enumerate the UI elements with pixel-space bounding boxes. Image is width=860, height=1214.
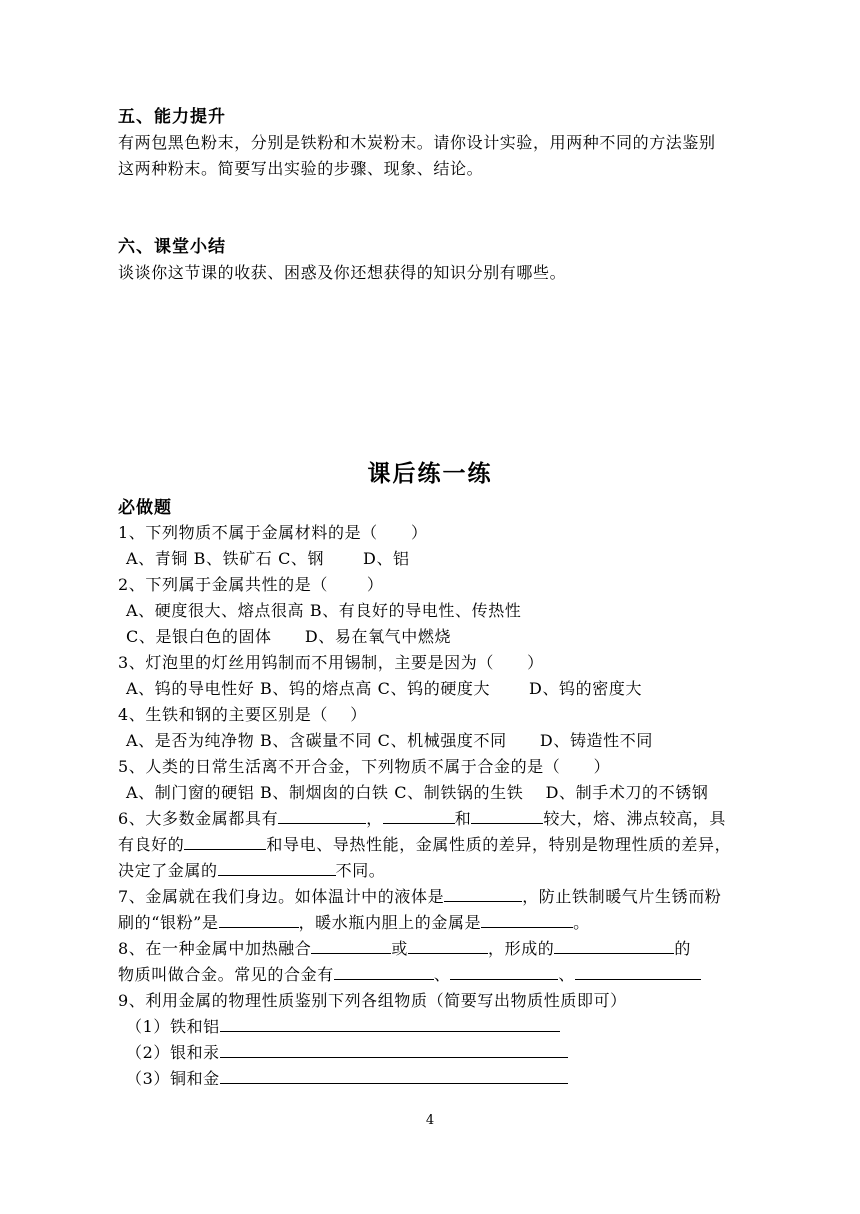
q8-blank-5[interactable] — [450, 964, 558, 980]
q6-blank-3[interactable] — [471, 808, 543, 824]
q9-item-label: （3）铜和金 — [126, 1069, 220, 1088]
q8-blank-2[interactable] — [408, 938, 488, 954]
q2-options-2: C、是银白色的固体 D、易在氧气中燃烧 — [126, 627, 452, 646]
q8-line-2 — [118, 964, 701, 986]
q6-text: 6、大多数金属都具有 — [118, 809, 279, 828]
section5-heading: 五、能力提升 — [118, 107, 226, 127]
q8-text: 8、在一种金属中加热融合 — [118, 939, 312, 958]
q8-text: 、 — [558, 965, 576, 984]
q6-text: 不同。 — [335, 861, 386, 880]
q8-text: 物质叫做合金。常见的合金有 — [118, 965, 334, 984]
q6-text: 和 — [454, 809, 472, 828]
q6-blank-2[interactable] — [383, 808, 455, 824]
q4-stem: 4、生铁和钢的主要区别是（ ） — [118, 705, 367, 724]
q1-options: A、青铜 B、铁矿石 C、钢 D、铝 — [126, 549, 410, 568]
q6-text: 较大，熔、沸点较高，具 — [543, 809, 727, 828]
page-title: 课后练一练 — [367, 461, 493, 487]
q1-stem: 1、下列物质不属于金属材料的是（ ） — [118, 523, 428, 542]
q6-blank-1[interactable] — [278, 808, 366, 824]
q6-line-2 — [118, 834, 731, 856]
q9-item-1 — [126, 1016, 560, 1038]
page-number: 4 — [425, 1113, 435, 1128]
q4-options: A、是否为纯净物 B、含碳量不同 C、机械强度不同 D、铸造性不同 — [126, 731, 653, 750]
q9-item-2 — [126, 1042, 568, 1064]
q9-item-label: （2）银和汞 — [126, 1043, 220, 1062]
q9-stem: 9、利用金属的物理性质鉴别下列各组物质（简要写出物质性质即可） — [118, 991, 627, 1010]
q8-text: 的 — [674, 939, 692, 958]
q9-blank-3[interactable] — [220, 1068, 568, 1084]
section6-heading: 六、课堂小结 — [118, 237, 226, 257]
q9-item-label: （1）铁和铝 — [126, 1017, 220, 1036]
section6-text-1: 谈谈你这节课的收获、困惑及你还想获得的知识分别有哪些。 — [118, 263, 567, 282]
q7-text: 7、金属就在我们身边。如体温计中的液体是 — [118, 887, 445, 906]
q8-blank-4[interactable] — [334, 964, 434, 980]
q8-text: 或 — [391, 939, 408, 958]
q8-blank-6[interactable] — [575, 964, 701, 980]
q7-text: 刷的“银粉”是 — [118, 913, 219, 932]
q6-blank-4[interactable] — [184, 834, 266, 850]
q5-stem: 5、人类的日常生活离不开合金，下列物质不属于合金的是（ ） — [118, 757, 611, 776]
q7-blank-1[interactable] — [444, 886, 522, 902]
q3-options: A、钨的导电性好 B、钨的熔点高 C、钨的硬度大 D、钨的密度大 — [126, 679, 643, 698]
subtitle: 必做题 — [118, 498, 172, 518]
q2-stem: 2、下列属于金属共性的是（ ） — [118, 575, 384, 594]
q7-text: 。 — [573, 913, 590, 932]
q7-blank-3[interactable] — [481, 912, 573, 928]
q7-text: ，防止铁制暖气片生锈而粉 — [522, 887, 722, 906]
q5-options: A、制门窗的硬铝 B、制烟囱的白铁 C、制铁锅的生铁 D、制手术刀的不锈钢 — [126, 783, 709, 802]
q9-item-3 — [126, 1068, 568, 1090]
q2-options-1: A、硬度很大、熔点很高 B、有良好的导电性、传热性 — [126, 601, 522, 620]
q7-text: ，暖水瓶内胆上的金属是 — [298, 913, 482, 932]
q6-line-3 — [118, 860, 385, 882]
q7-blank-2[interactable] — [219, 912, 299, 928]
q6-text: 和导电、导热性能，金属性质的差异，特别是物理性质的差异， — [266, 835, 732, 854]
q3-stem: 3、灯泡里的灯丝用钨制而不用锡制，主要是因为（ ） — [118, 653, 544, 672]
q9-blank-2[interactable] — [220, 1042, 568, 1058]
section5-text-1: 有两包黑色粉末，分别是铁粉和木炭粉末。请你设计实验，用两种不同的方法鉴别 — [118, 133, 716, 152]
q6-blank-5[interactable] — [218, 860, 336, 876]
q8-text: ，形成的 — [488, 939, 555, 958]
q8-blank-3[interactable] — [554, 938, 674, 954]
q8-blank-1[interactable] — [311, 938, 391, 954]
q7-line-1 — [118, 886, 721, 908]
q6-text: 有良好的 — [118, 835, 185, 854]
q8-line-1 — [118, 938, 691, 960]
q9-blank-1[interactable] — [220, 1016, 560, 1032]
q7-line-2 — [118, 912, 590, 934]
q8-text: 、 — [433, 965, 451, 984]
q6-line-1 — [118, 808, 726, 830]
q6-text: 决定了金属的 — [118, 861, 218, 880]
section5-text-2: 这两种粉末。简要写出实验的步骤、现象、结论。 — [118, 159, 484, 178]
q6-text: ， — [366, 809, 383, 828]
